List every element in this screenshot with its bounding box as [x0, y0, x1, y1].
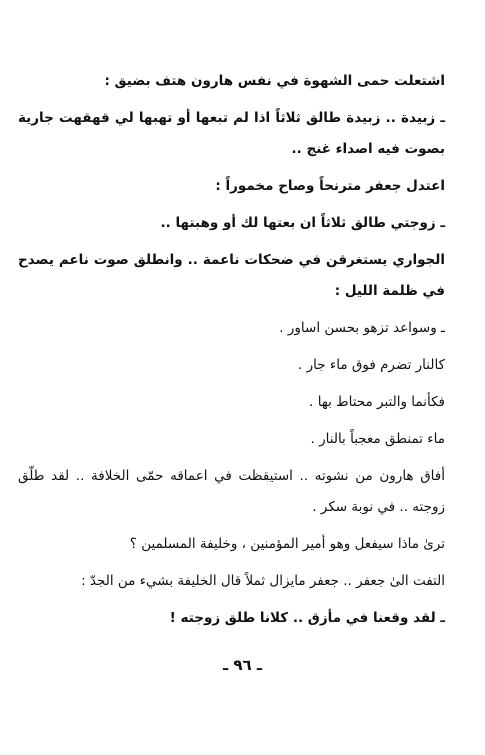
- paragraph-12: التفت الىٰ جعفر .. جعفر مايزال ثملاً قال الخليفة بشيء من الجدّ :: [81, 573, 445, 589]
- paragraph-5: الجواري يستغرقن في ضحكات ناعمة .. وانطلق صوت ناعم يصدح في ظلمة الليل :: [18, 252, 445, 299]
- page-number: ـ ٩٦ ـ: [222, 656, 263, 674]
- paragraph-10: أفاق هارون من نشوته .. استيقظت في اعماقه حمّى الخلافة .. لقد طلّق زوجته .. في نوبة سكر .: [18, 468, 445, 515]
- paragraph-9: ماء تمنطق معجباً بالنار .: [310, 431, 445, 447]
- paragraph-4: ـ زوجتي طالق ثلاثاً ان بعتها لك أو وهبتها ..: [160, 215, 445, 231]
- paragraph-7: كالنار تضرم فوق ماء جار .: [298, 357, 445, 373]
- paragraph-1: اشتعلت حمى الشهوة في نفس هارون هتف بضيق :: [104, 73, 445, 89]
- paragraph-6: ـ وسواعد تزهو بحسن اساور .: [279, 320, 445, 336]
- paragraph-13: ـ لقد وقعنا في مأزق .. كلانا طلق زوجته !: [169, 610, 445, 626]
- paragraph-11: ترىٰ ماذا سيفعل وهو أمير المؤمنين ، وخليفة المسلمين ؟: [129, 536, 445, 552]
- paragraph-3: اعتدل جعفر مترنحاً وصاح مخموراً :: [215, 178, 445, 194]
- paragraph-2: ـ زبيدة .. زبيدة طالق ثلاثاً اذا لم تبعها أو تهبها لي قهقهت جارية بصوت فيه اصداء غنج ..: [18, 110, 445, 157]
- paragraph-8: فكأنما والتبر محتاط بها .: [309, 394, 445, 410]
- page-text: [18, 66, 445, 634]
